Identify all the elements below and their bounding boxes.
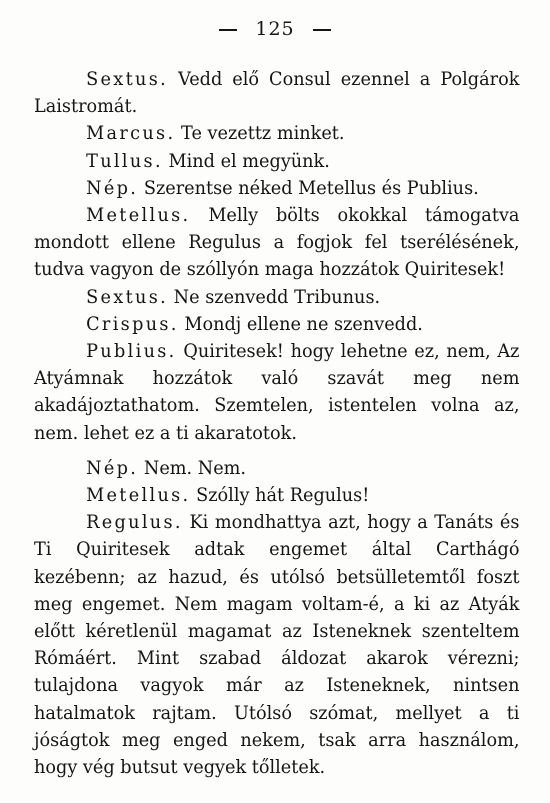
dialogue-paragraph bbox=[34, 120, 519, 147]
dialogue-line: Vedd elő Consul ezennel a Polgárok Laistromát. bbox=[34, 68, 520, 118]
speaker-name: Tullus. bbox=[86, 149, 163, 172]
dialogue-line: Te vezettz minket. bbox=[181, 122, 345, 145]
speaker-name: Nép. bbox=[86, 176, 139, 199]
dialogue-line: Mind el megyünk. bbox=[168, 149, 330, 172]
dialogue-paragraph bbox=[34, 284, 519, 311]
dialogue-paragraph bbox=[34, 482, 519, 509]
dialogue-line: Quiritesek! hogy lehetne ez, nem, Az Atyámnak hozzátok való szavát meg nem akadájoztathatom. Szemtelen, istentelen volna az, nem. lehet ez a ti akaratotok. bbox=[34, 340, 520, 444]
speaker-name: Metellus. bbox=[86, 204, 191, 227]
page-header bbox=[0, 18, 550, 40]
dialogue-paragraph bbox=[34, 202, 519, 284]
speaker-name: Sextus. bbox=[86, 68, 169, 90]
dialogue-line: Szerentse néked Metellus és Publius. bbox=[143, 176, 479, 199]
speaker-name: Regulus. bbox=[86, 511, 183, 534]
page-number: 125 bbox=[255, 18, 295, 40]
header-dash-left bbox=[219, 29, 237, 31]
dialogue-text bbox=[34, 66, 519, 781]
dialogue-paragraph bbox=[34, 338, 519, 447]
header-dash-right bbox=[313, 29, 331, 31]
dialogue-paragraph bbox=[34, 509, 519, 781]
speaker-name: Sextus. bbox=[86, 285, 169, 308]
dialogue-paragraph bbox=[34, 455, 519, 482]
speaker-name: Metellus. bbox=[86, 484, 191, 507]
dialogue-line: Melly bölts okokkal támogatva mondott ellene Regulus a fogjok fel tserélésének, tudva vagyon de szóllyón maga hozzátok Quiritesek! bbox=[34, 204, 520, 281]
dialogue-paragraph bbox=[34, 311, 519, 338]
dialogue-line: Ki mondhattya azt, hogy a Tanáts és Ti Quiritesek adtak engemet által Carthágó kezébenn; az hazud, és utólsó betsülletemtől foszt meg engemet. Nem magam voltam-é, a ki az Atyák előtt kéretlenül magamat az Isteneknek szenteltem Rómáért. Mint szabad áldozat akarok vérezni; tulajdona vagyok már az Isteneknek, nintsen hatalmatok rajtam. Utólsó szómat, mellyet a ti jóságtok meg enged nekem, tsak arra használom, hogy vég butsut vegyek tőlletek. bbox=[34, 511, 520, 779]
dialogue-paragraph bbox=[34, 66, 519, 120]
speaker-name: Crispus. bbox=[86, 312, 179, 335]
dialogue-line: Mondj ellene ne szenvedd. bbox=[184, 312, 423, 335]
dialogue-line: Nem. Nem. bbox=[143, 456, 247, 479]
speaker-name: Publius. bbox=[86, 340, 177, 363]
speaker-name: Marcus. bbox=[86, 122, 176, 145]
speaker-name: Nép. bbox=[86, 456, 139, 479]
dialogue-paragraph bbox=[34, 175, 519, 202]
dialogue-line: Szólly hát Regulus! bbox=[196, 484, 370, 507]
dialogue-line: Ne szenvedd Tribunus. bbox=[173, 285, 381, 308]
dialogue-paragraph bbox=[34, 148, 519, 175]
